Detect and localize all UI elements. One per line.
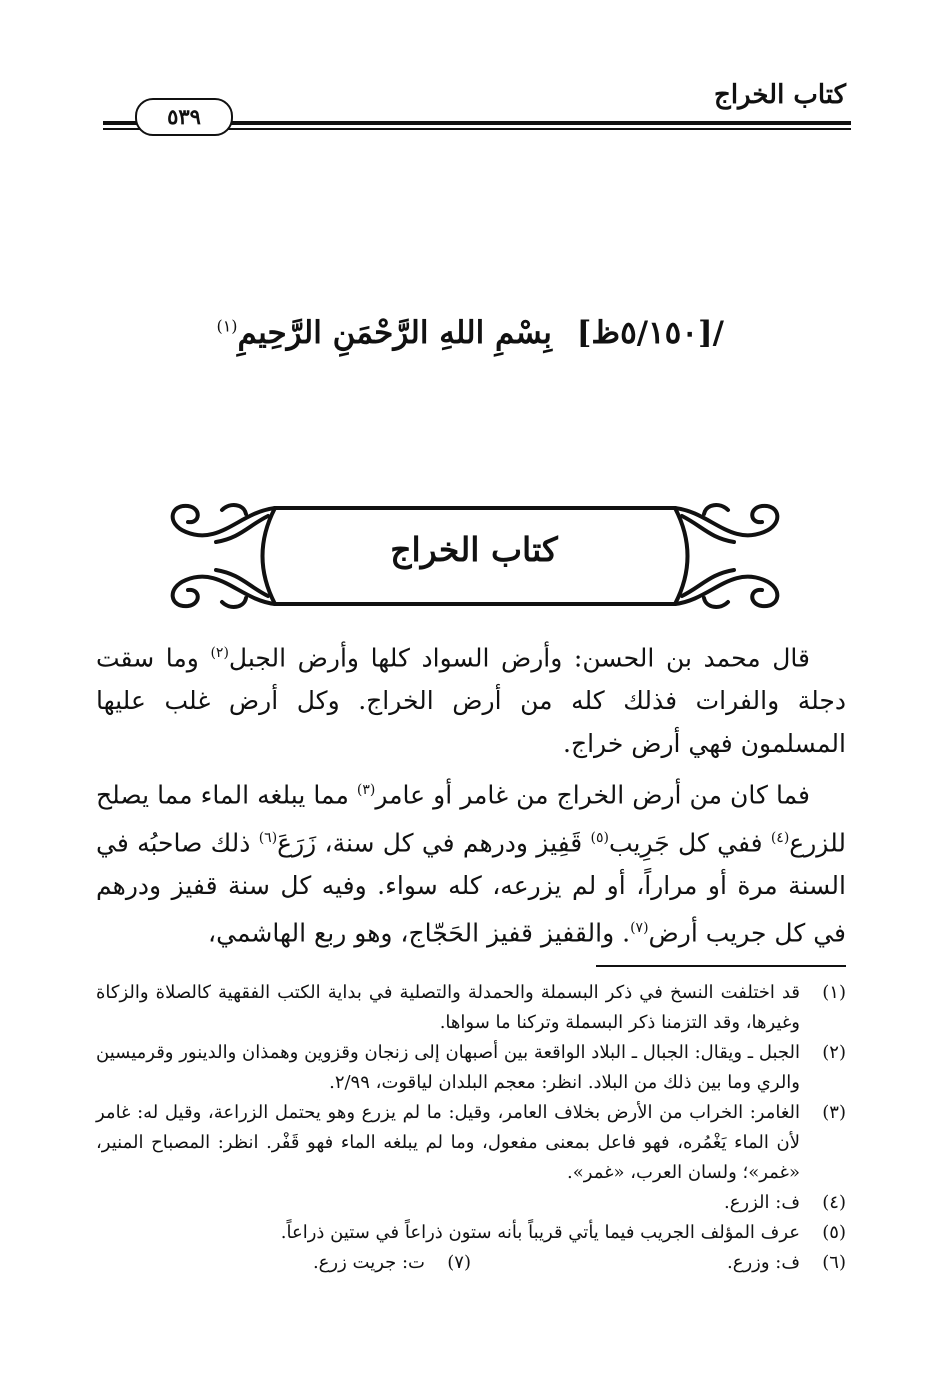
paragraph-1	[96, 632, 846, 765]
footnote-separator	[596, 965, 846, 967]
footnote-1	[96, 978, 846, 1038]
text-run: ذلك صاحبُه في السنة مرة أو مراراً، أو لم يزرعه، كله سواء. وفيه كل سنة قفيز ودرهم في كل جريب أرض	[96, 827, 846, 948]
text-run: قَفِيز ودرهم في كل سنة، زَرَعَ	[277, 827, 591, 857]
chapter-title: كتاب الخراج	[390, 530, 558, 569]
note-ref: (٢)	[210, 645, 229, 661]
page-number-badge: ٥٣٩	[135, 98, 233, 136]
footnote-6	[471, 1248, 846, 1278]
footnote-4	[96, 1188, 846, 1218]
footnote-2	[96, 1038, 846, 1098]
text-run: ففي كل جَرِيب	[608, 827, 771, 857]
footnote-number: (٦)	[822, 1252, 846, 1273]
footnote-number: (٥)	[822, 1222, 846, 1243]
footnote-text: الجبل ـ ويقال: الجبال ـ البلاد الواقعة بين أصبهان إلى زنجان وقزوين وهمذان والدينور وقرميسين والري وما بين ذلك من البلاد. انظر: معجم البلدان لياقوت، ٢/٩٩.	[96, 1042, 800, 1093]
footnotes	[96, 978, 846, 1278]
footnote-3	[96, 1098, 846, 1188]
basmala-prefix: /	[712, 315, 724, 351]
basmala-line	[204, 315, 724, 351]
basmala-note-ref: (١)	[216, 316, 238, 336]
footnote-5	[96, 1218, 846, 1248]
paragraph-2	[96, 769, 846, 954]
basmala-text: بِسْمِ اللهِ الرَّحْمَنِ الرَّحِيمِ	[237, 315, 552, 351]
footnote-number: (١)	[822, 982, 846, 1003]
note-ref: (٣)	[356, 782, 376, 799]
footnote-text: عرف المؤلف الجريب فيما يأتي قريباً بأنه ستون ذراعاً في ستين ذراعاً.	[280, 1222, 800, 1243]
note-ref: (٦)	[258, 829, 278, 846]
footnote-text: ف: الزرع.	[723, 1192, 800, 1213]
text-run: مما يبلغه الماء مما يصلح للزرع	[96, 780, 846, 857]
note-ref: (٥)	[590, 829, 609, 846]
footnote-number: (٣)	[822, 1102, 846, 1123]
text-run: فما كان من أرض الخراج من غامر أو عامر	[375, 780, 810, 810]
text-run: . والقفيز قفيز الحَجّاج، وهو ربع الهاشمي،	[208, 918, 631, 948]
main-text	[96, 632, 846, 954]
footnote-7	[96, 1248, 471, 1278]
footnote-text: ف: وزرع.	[727, 1252, 800, 1273]
footnote-text: قد اختلفت النسخ في ذكر البسملة والحمدلة والتصلية في بداية الكتب الفقهية كالصلاة والزكاة وغيرها، وقد التزمنا ذكر البسملة وتركنا ما سواها.	[96, 982, 800, 1033]
footnote-text: ت: جريت زرع.	[312, 1252, 425, 1273]
running-title: كتاب الخراج	[714, 80, 846, 110]
text-run: قال محمد بن الحسن: وأرض السواد كلها وأرض الجبل	[228, 643, 810, 673]
folio-reference: [٥/١٥٠ظ]	[576, 315, 713, 351]
text-run: وما سقت دجلة والفرات فذلك كله من أرض الخراج. وكل أرض غلب عليها المسلمون فهي أرض خراج.	[96, 643, 846, 759]
footnote-number: (٤)	[822, 1192, 846, 1213]
footnote-row-6-7	[96, 1248, 846, 1278]
footnote-number: (٢)	[822, 1042, 846, 1063]
footnote-number: (٧)	[447, 1252, 471, 1273]
note-ref: (٧)	[630, 919, 649, 936]
note-ref: (٤)	[770, 829, 790, 846]
footnote-text: الغامر: الخراب من الأرض بخلاف العامر، وقيل: ما لم يزرع وهو يحتمل الزراعة، وقيل له: غامر لأن الماء يَغْمُره، فهو فاعل بمعنى مفعول، وما لم يبلغه الماء فهو قَفْر. انظر: المصباح المنير، «غمر»؛ ولسان العرب، «غمر».	[96, 1102, 800, 1183]
